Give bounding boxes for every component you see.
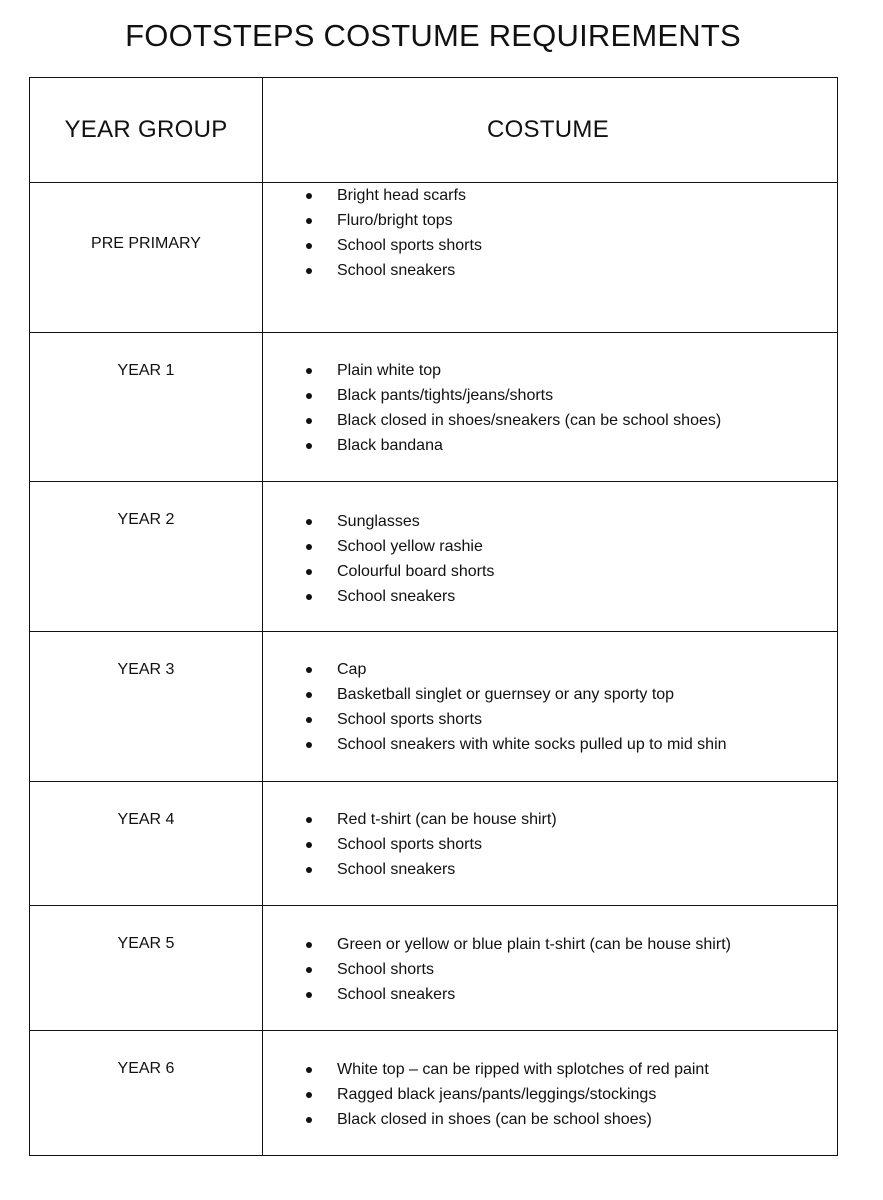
list-item: Black closed in shoes/sneakers (can be school shoes)	[303, 408, 837, 433]
list-item: School sneakers	[303, 982, 837, 1007]
table-row	[30, 1031, 838, 1156]
list-item: White top – can be ripped with splotches of red paint	[303, 1057, 837, 1082]
costume-list	[263, 657, 837, 757]
list-item: School yellow rashie	[303, 534, 837, 559]
list-item: Black closed in shoes (can be school shoes)	[303, 1107, 837, 1132]
list-item: Red t-shirt (can be house shirt)	[303, 807, 837, 832]
costume-header: COSTUME	[263, 78, 838, 183]
costume-cell	[263, 482, 838, 632]
costume-cell	[263, 632, 838, 782]
table-row	[30, 632, 838, 782]
costume-cell	[263, 333, 838, 482]
list-item: Cap	[303, 657, 837, 682]
header-row	[30, 78, 838, 183]
costume-cell	[263, 183, 838, 333]
list-item: School sports shorts	[303, 707, 837, 732]
table-row	[30, 333, 838, 482]
costume-list	[263, 1057, 837, 1132]
list-item: Bright head scarfs	[303, 183, 837, 208]
list-item: Sunglasses	[303, 509, 837, 534]
list-item: Fluro/bright tops	[303, 208, 837, 233]
costume-list	[263, 932, 837, 1007]
year-group-header: YEAR GROUP	[30, 78, 263, 183]
year-cell: PRE PRIMARY	[30, 183, 263, 333]
costume-table	[29, 77, 838, 1156]
list-item: Green or yellow or blue plain t-shirt (can be house shirt)	[303, 932, 837, 957]
list-item: School sneakers	[303, 584, 837, 609]
page-title: FOOTSTEPS COSTUME REQUIREMENTS	[125, 18, 741, 53]
table-row	[30, 482, 838, 632]
list-item: Basketball singlet or guernsey or any sporty top	[303, 682, 837, 707]
year-cell: YEAR 6	[30, 1031, 263, 1156]
costume-list	[263, 807, 837, 882]
list-item: School sneakers with white socks pulled up to mid shin	[303, 732, 837, 757]
list-item: Colourful board shorts	[303, 559, 837, 584]
list-item: Black pants/tights/jeans/shorts	[303, 383, 837, 408]
list-item: School sports shorts	[303, 233, 837, 258]
list-item: School shorts	[303, 957, 837, 982]
costume-cell	[263, 1031, 838, 1156]
table-row	[30, 782, 838, 906]
list-item: School sports shorts	[303, 832, 837, 857]
list-item: Plain white top	[303, 358, 837, 383]
list-item: Black bandana	[303, 433, 837, 458]
list-item: School sneakers	[303, 258, 837, 283]
year-cell: YEAR 2	[30, 482, 263, 632]
costume-cell	[263, 782, 838, 906]
costume-cell	[263, 906, 838, 1031]
costume-list	[263, 509, 837, 609]
costume-list	[263, 183, 837, 283]
costume-list	[263, 358, 837, 458]
year-cell: YEAR 4	[30, 782, 263, 906]
list-item: School sneakers	[303, 857, 837, 882]
year-cell: YEAR 3	[30, 632, 263, 782]
list-item: Ragged black jeans/pants/leggings/stockings	[303, 1082, 837, 1107]
table-row	[30, 906, 838, 1031]
year-cell: YEAR 1	[30, 333, 263, 482]
table-row	[30, 183, 838, 333]
year-cell: YEAR 5	[30, 906, 263, 1031]
